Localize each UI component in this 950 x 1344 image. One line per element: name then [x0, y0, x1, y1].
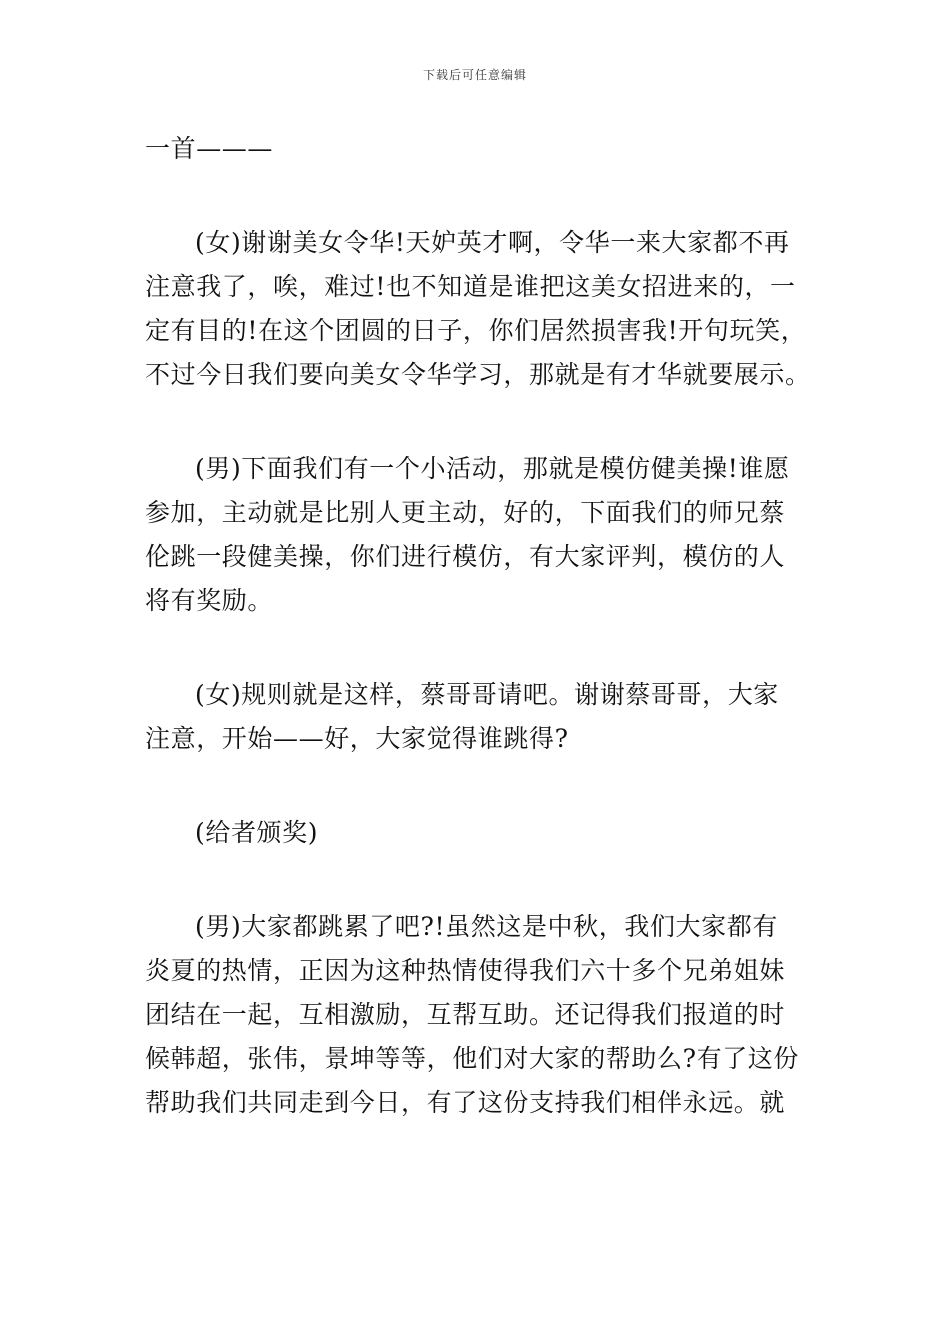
text-line: (男)下面我们有一个小活动，那就是模仿健美操!谁愿: [195, 454, 790, 483]
text-line: 注意，开始——好，大家觉得谁跳得?: [145, 724, 569, 753]
paragraph-award-note: [145, 811, 810, 855]
paragraph-female-thanks: [145, 221, 810, 397]
text-line: 不过今日我们要向美女令华学习，那就是有才华就要展示。: [145, 360, 811, 389]
document-body: [145, 127, 810, 1175]
page-header: 下载后可任意编辑: [422, 68, 527, 82]
text-line: 帮助我们共同走到今日，有了这份支持我们相伴永远。就: [145, 1088, 786, 1117]
text-line: (男)大家都跳累了吧?!虽然这是中秋，我们大家都有: [195, 912, 778, 941]
text-line: 定有目的!在这个团圆的日子，你们居然损害我!开句玩笑，: [145, 316, 807, 345]
paragraph-female-rules: [145, 673, 810, 761]
paragraph-male-closing: [145, 905, 810, 1125]
text-line: (给者颁奖): [195, 818, 319, 847]
text-line: 候韩超，张伟，景坤等等，他们对大家的帮助么?有了这份: [145, 1044, 800, 1073]
text-line: 将有奖励。: [145, 586, 274, 615]
text-line: 一首———: [145, 134, 274, 163]
text-line: 注意我了，唉，难过!也不知道是谁把这美女招进来的，一: [145, 272, 796, 301]
text-line: (女)规则就是这样，蔡哥哥请吧。谢谢蔡哥哥，大家: [195, 680, 779, 709]
text-line: 炎夏的热情，正因为这种热情使得我们六十多个兄弟姐妹: [145, 956, 786, 985]
paragraph-intro: [145, 127, 810, 171]
text-line: (女)谢谢美女令华!天妒英才啊，令华一来大家都不再: [195, 228, 790, 257]
text-line: 参加，主动就是比别人更主动，好的，下面我们的师兄蔡: [145, 498, 786, 527]
text-line: 伦跳一段健美操，你们进行模仿，有大家评判，模仿的人: [145, 542, 786, 571]
text-line: 团结在一起，互相激励，互帮互助。还记得我们报道的时: [145, 1000, 786, 1029]
paragraph-male-activity: [145, 447, 810, 623]
